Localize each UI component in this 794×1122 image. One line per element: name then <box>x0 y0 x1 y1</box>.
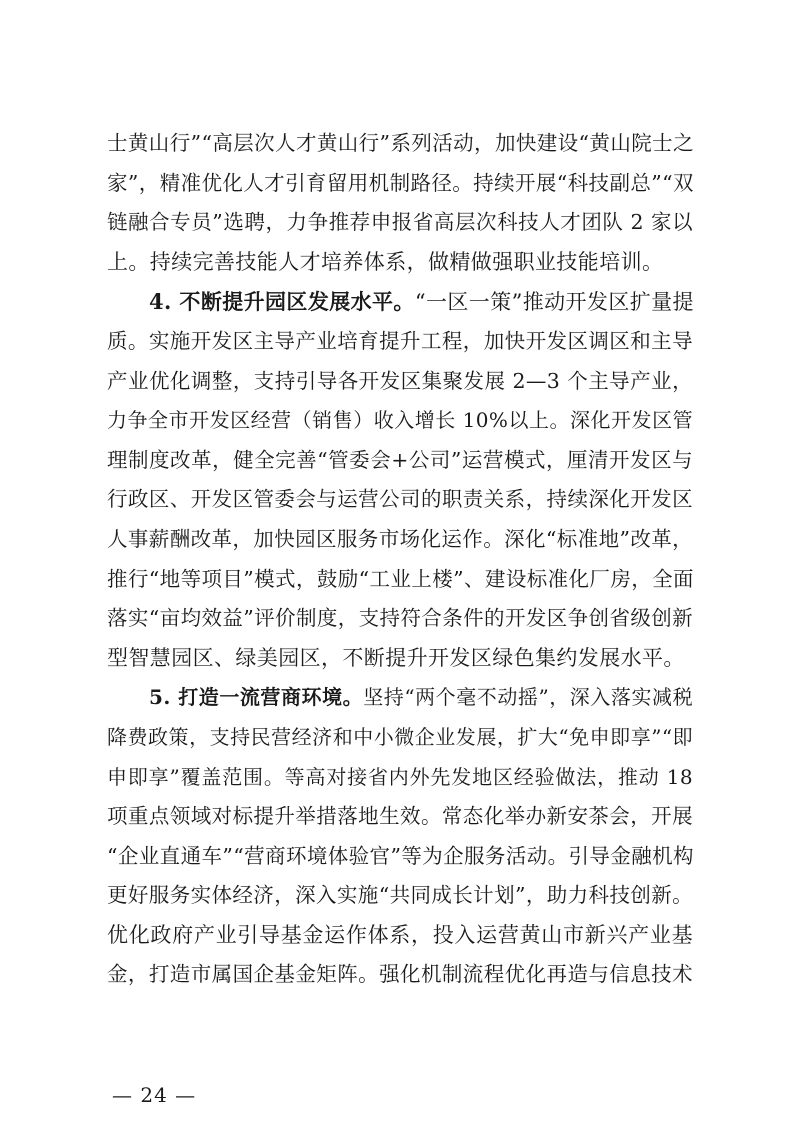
text-line: 型智慧园区、绿美园区，不断提升开发区绿色集约发展水平。 <box>107 645 685 670</box>
text-line: 降费政策，支持民营经济和中小微企业发展，扩大“免申即享”“即 <box>107 724 693 749</box>
paragraph-business-environment <box>107 678 693 995</box>
section-heading: 5. 打造一流营商环境。 <box>149 685 364 710</box>
paragraph-first-line <box>107 678 693 718</box>
text-line: 项重点领域对标提升举措落地生效。常态化举办新安茶会，开展 <box>107 804 693 829</box>
text-line: 力争全市开发区经营（销售）收入增长 10%以上。深化开发区管 <box>107 408 693 433</box>
document-body <box>107 124 693 995</box>
page-number: — 24 — <box>112 1083 197 1107</box>
text-line: 理制度改革，健全完善“管委会+公司”运营模式，厘清开发区与 <box>107 447 693 472</box>
paragraph-first-line <box>107 282 693 322</box>
text-line: 金，打造市属国企基金矩阵。强化机制流程优化再造与信息技术 <box>107 962 693 987</box>
text-line: 申即享”覆盖范围。等高对接省内外先发地区经验做法，推动 18 <box>107 764 693 789</box>
text-line: 行政区、开发区管委会与运营公司的职责关系，持续深化开发区 <box>107 487 693 512</box>
text-span: 坚持“两个毫不动摇”，深入落实减税 <box>363 685 693 710</box>
paragraph-park-development <box>107 282 693 678</box>
text-line: 质。实施开发区主导产业培育提升工程，加快开发区调区和主导 <box>107 328 693 353</box>
text-line: 产业优化调整，支持引导各开发区集聚发展 2—3 个主导产业， <box>107 368 693 393</box>
text-line: 家”，精准优化人才引育留用机制路径。持续开展“科技副总”“双 <box>107 170 694 195</box>
text-line: 优化政府产业引导基金运作体系，投入运营黄山市新兴产业基 <box>107 922 693 947</box>
text-line: “企业直通车”“营商环境体验官”等为企服务活动。引导金融机构 <box>107 843 694 868</box>
text-line: 链融合专员”选聘，力争推荐申报省高层次科技人才团队 2 家以 <box>107 210 693 235</box>
text-span: “一区一策”推动开发区扩量提 <box>414 290 694 315</box>
text-line: 推行“地等项目”模式，鼓励“工业上楼”、建设标准化厂房，全面 <box>107 566 694 591</box>
text-line: 人事薪酬改革，加快园区服务市场化运作。深化“标准地”改革， <box>107 526 694 551</box>
text-line: 落实“亩均效益”评价制度，支持符合条件的开发区争创省级创新 <box>107 606 694 631</box>
section-heading: 4. 不断提升园区发展水平。 <box>149 289 415 315</box>
text-line: 士黄山行”“高层次人才黄山行”系列活动，加快建设“黄山院士之 <box>107 131 694 155</box>
paragraph-talent <box>107 124 693 282</box>
text-line: 上。持续完善技能人才培养体系，做精做强职业技能培训。 <box>107 249 664 274</box>
text-line: 更好服务实体经济，深入实施“共同成长计划”，助力科技创新。 <box>107 883 694 908</box>
